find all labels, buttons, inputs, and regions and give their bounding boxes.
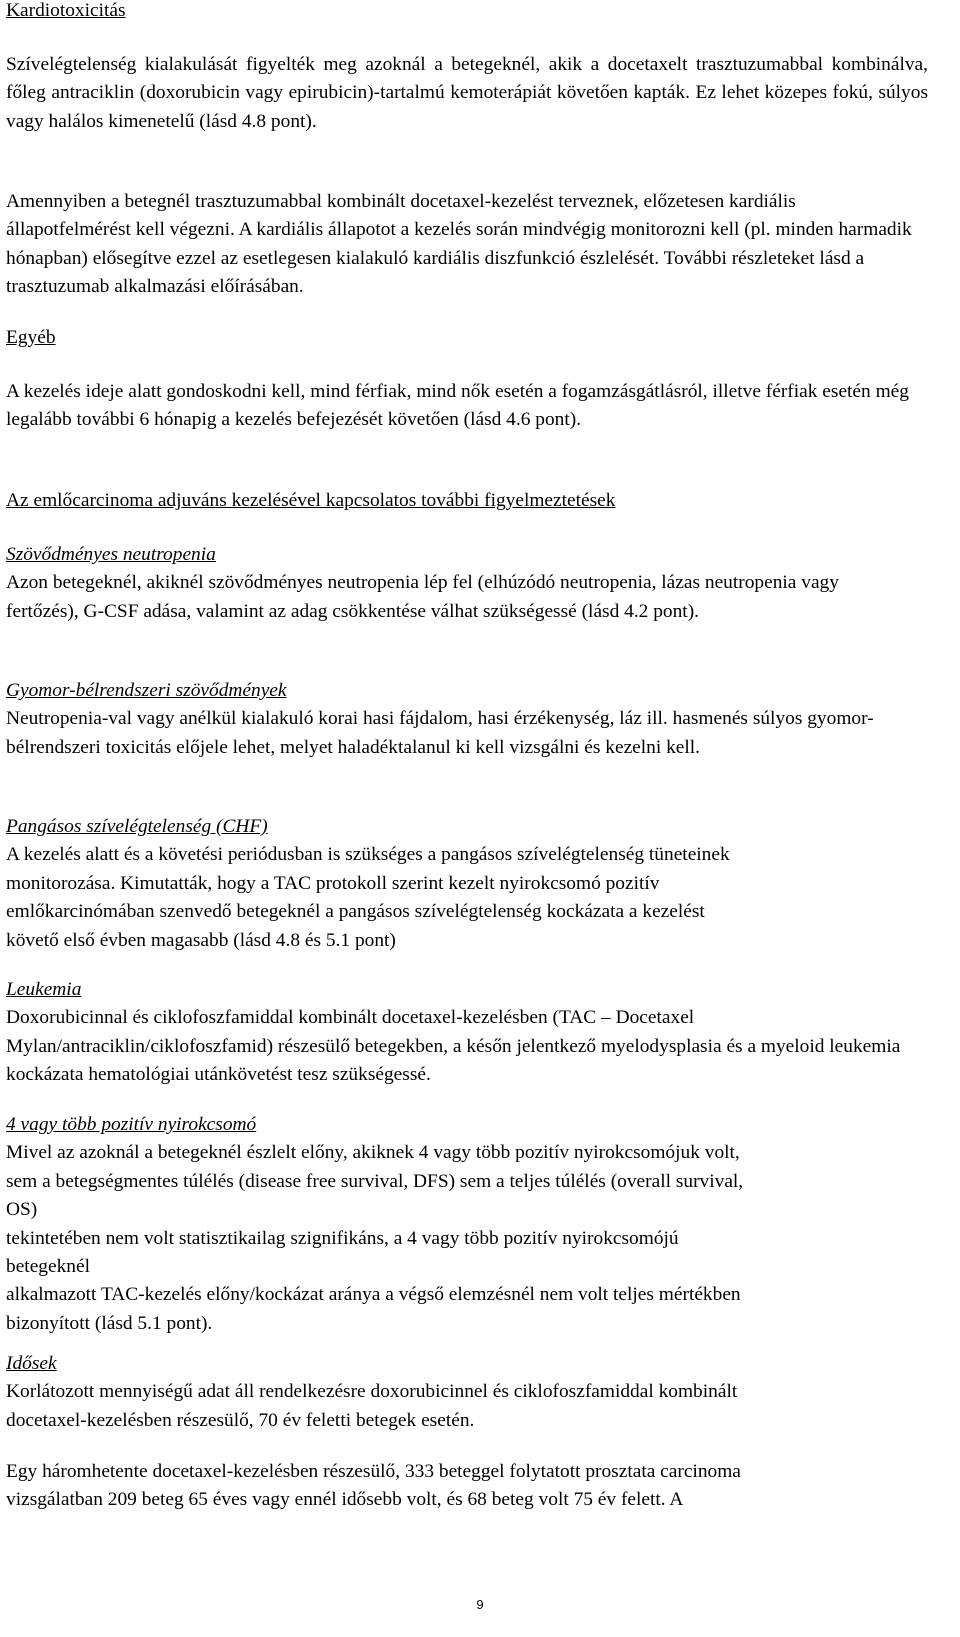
text-chf-line-3: emlőkarcinómában szenvedő betegeknél a pangásos szívelégtelenség kockázata a kezelést	[6, 901, 705, 923]
text-nodes-line-7: bizonyított (lásd 5.1 pont).	[6, 1312, 213, 1334]
heading-elderly: Idősek	[6, 1353, 57, 1374]
text-nodes-line-2: sem a betegségmentes túlélés (disease free survival, DFS) sem a teljes túlélés (overall survival,	[6, 1170, 744, 1192]
paragraph-cardio-1-wrap	[6, 51, 928, 136]
paragraph-cardio-2: Amennyiben a betegnél trasztuzumabbal kombinált docetaxel-kezelést terveznek, előzetesen kardiális állapotfelmérést kell végezni. A kardiális állapotot a kezelés során mindvégig monitorozni kell (pl. minden harmadik hónapban) elősegítve ezzel az esetlegesen kialakuló kardiális diszfunkció észlelését. További részleteket lásd a trasztuzumab alkalmazási előírásában.	[6, 191, 912, 298]
text-neutropenia: Azon betegeknél, akiknél szövődményes neutropenia lép fel (elhúzódó neutropenia, lázas neutropenia vagy fertőzés), G-CSF adása, valamint az adag csökkentése válhat szükségessé (lásd 4.2 pont).	[6, 572, 839, 622]
section-other	[6, 324, 928, 352]
heading-neutropenia: Szövődményes neutropenia	[6, 544, 216, 565]
section-neutropenia	[6, 541, 928, 626]
text-leukemia: Doxorubicinnal és ciklofoszfamiddal kombinált docetaxel-kezelésben (TAC – Docetaxel Mylan/antraciklin/ciklofoszfamid) részesülő betegekben, a későn jelentkező myelodysplasia és a myeloid leukemia kockázata hematológiai utánkövetést tesz szükségessé.	[6, 1007, 901, 1086]
heading-other: Egyéb	[6, 327, 56, 348]
heading-gi: Gyomor-bélrendszeri szövődmények	[6, 680, 287, 701]
paragraph-cardio-1: Szívelégtelenség kialakulását figyelték meg azoknál a betegeknél, akik a docetaxelt trasztuzumabbal kombinálva, főleg antraciklin (doxorubicin vagy epirubicin)-tartalmú kemoterápiát követően kapták. Ez lehet közepes fokú, súlyos vagy halálos kimenetelű (lásd 4.8 pont).	[6, 54, 928, 132]
text-nodes-line-3: OS)	[6, 1199, 38, 1221]
section-adjuvant	[6, 487, 928, 515]
section-chf	[6, 813, 928, 955]
text-gi: Neutropenia-val vagy anélkül kialakuló korai hasi fájdalom, hasi érzékenység, láz ill. hasmenés súlyos gyomor-bélrendszeri toxicitás előjele lehet, melyet haladéktalanul ki kell vizsgálni és kezelni kell.	[6, 708, 874, 758]
paragraph-other-wrap	[6, 378, 928, 435]
text-chf-line-1: A kezelés alatt és a követési periódusban is szükséges a pangásos szívelégtelenség tüneteinek	[6, 844, 730, 866]
section-leukemia	[6, 976, 928, 1090]
heading-leukemia: Leukemia	[6, 979, 82, 1000]
text-nodes-line-4: tekintetében nem volt statisztikailag szignifikáns, a 4 vagy több pozitív nyirokcsomójú	[6, 1227, 679, 1249]
heading-adjuvant: Az emlőcarcinoma adjuváns kezelésével kapcsolatos további figyelmeztetések	[6, 490, 616, 511]
paragraph-cardio-2-wrap	[6, 188, 928, 302]
text-elderly-line-1: Korlátozott mennyiségű adat áll rendelkezésre doxorubicinnel és ciklofoszfamiddal kombinált	[6, 1381, 738, 1403]
section-elderly	[6, 1350, 928, 1435]
text-chf-line-2: monitorozása. Kimutatták, hogy a TAC protokoll szerint kezelt nyirokcsomó pozitív	[6, 872, 660, 894]
heading-chf: Pangásos szívelégtelenség (CHF)	[6, 816, 268, 837]
section-gi	[6, 677, 928, 762]
paragraph-elderly-2-wrap	[6, 1458, 928, 1515]
paragraph-other-1: A kezelés ideje alatt gondoskodni kell, mind férfiak, mind nők esetén a fogamzásgátlásról, illetve férfiak esetén még legalább további 6 hónapig a kezelés befejezését követően (lásd 4.6 pont).	[6, 381, 909, 431]
text-nodes-line-6: alkalmazott TAC-kezelés előny/kockázat aránya a végső elemzésnél nem volt teljes mértékben	[6, 1284, 741, 1306]
heading-cardiotoxicity: Kardiotoxicitás	[6, 0, 126, 21]
text-nodes-line-1: Mivel az azoknál a betegeknél észlelt előny, akiknek 4 vagy több pozitív nyirokcsomójuk volt,	[6, 1142, 740, 1164]
section-cardiotoxicity	[6, 0, 928, 25]
section-positive-nodes	[6, 1111, 928, 1338]
heading-positive-nodes: 4 vagy több pozitív nyirokcsomó	[6, 1114, 257, 1135]
text-elderly-p2-line-2: vizsgálatban 209 beteg 65 éves vagy ennél idősebb volt, és 68 beteg volt 75 év felett. A	[6, 1489, 684, 1511]
text-chf-line-4: követő első évben magasabb (lásd 4.8 és 5.1 pont)	[6, 929, 396, 951]
text-elderly-line-2: docetaxel-kezelésben részesülő, 70 év feletti betegek esetén.	[6, 1409, 475, 1431]
text-elderly-p2-line-1: Egy háromhetente docetaxel-kezelésben részesülő, 333 beteggel folytatott prosztata carcinoma	[6, 1461, 741, 1482]
text-nodes-line-5: betegeknél	[6, 1256, 90, 1278]
page-number: 9	[476, 1597, 484, 1612]
